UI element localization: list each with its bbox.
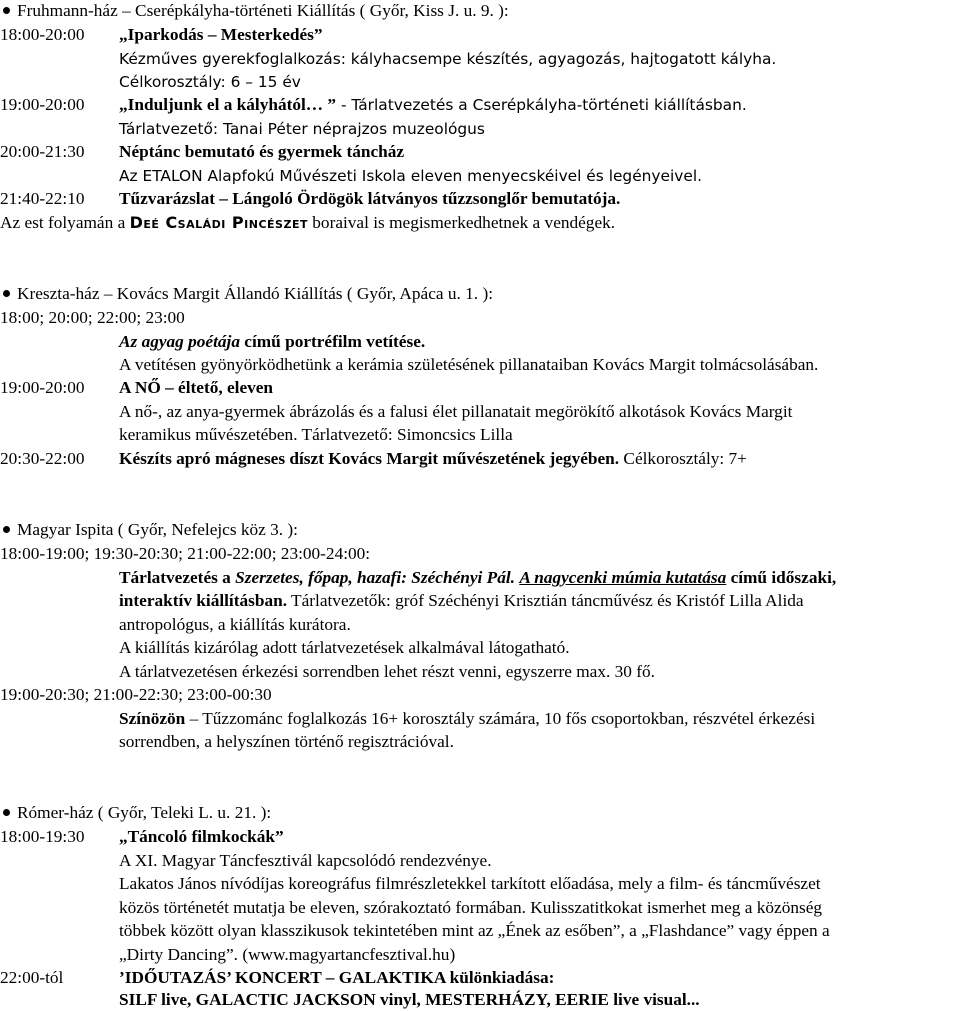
- event-title: [119, 567, 836, 589]
- winery-note: [0, 212, 615, 234]
- event-desc: többek között olyan klasszikusok tekintetében mint az „Ének az esőben”, a „Flashdance” vagy éppen a: [119, 921, 830, 940]
- bullet-icon: [3, 526, 10, 533]
- time-label: 20:00-21:30: [0, 142, 85, 161]
- exhibit-title: Szerzetes, főpap, hazafi: Széchényi Pál.: [235, 568, 515, 587]
- event-desc: [119, 708, 815, 730]
- note-text: boraival is megismerkedhetnek a vendégek.: [307, 213, 616, 232]
- exhibit-subtitle: A nagycenki múmia kutatása: [519, 568, 727, 587]
- event-title: „Iparkodás – Mesterkedés”: [119, 25, 323, 44]
- event-desc: sorrendben, a helyszínen történő regisztrációval.: [119, 732, 454, 751]
- event-title: SILF live, GALACTIC JACKSON vinyl, MESTERHÁZY, EERIE live visual...: [119, 990, 700, 1009]
- event-title-bold: „Induljunk el a kályhától… ”: [119, 95, 337, 114]
- event-desc-rest: – Tűzzománc foglalkozás 16+ korosztály számára, 10 fős csoportokban, részvétel érkezési: [185, 709, 816, 728]
- event-title-bold: interaktív kiállításban.: [119, 591, 288, 610]
- event-desc: Az ETALON Alapfokú Művészeti Iskola eleven menyecskéivel és legényeivel.: [119, 167, 703, 185]
- event-desc: Tárlatvezető: Tanai Péter néprajzos muzeológus: [119, 120, 485, 138]
- bullet-icon: [3, 809, 10, 816]
- event-desc: A vetítésen gyönyörködhetünk a kerámia születésének pillanataiban Kovács Margit tolmácsolásában.: [119, 355, 819, 374]
- time-label: 20:30-22:00: [0, 449, 85, 468]
- time-label: 21:40-22:10: [0, 189, 85, 208]
- event-desc: A XI. Magyar Táncfesztivál kapcsolódó rendezvénye.: [119, 851, 492, 870]
- section-header-ispita: [3, 519, 298, 541]
- event-desc: Lakatos János nívódíjas koreográfus filmrészletekkel tarkított előadása, mely a film- és táncművészet: [119, 874, 821, 893]
- header-text: Magyar Ispita ( Győr, Nefelejcs köz 3. ):: [17, 520, 298, 539]
- header-text: Rómer-ház ( Győr, Teleki L. u. 21. ):: [17, 803, 272, 822]
- time-label: 18:00-19:00; 19:30-20:30; 21:00-22:00; 23:00-24:00:: [0, 544, 371, 563]
- event-desc: antropológus, a kiállítás kurátora.: [119, 615, 351, 634]
- time-label: 18:00-20:00: [0, 25, 85, 44]
- section-header-fruhmann: [3, 0, 509, 22]
- event-desc: A tárlatvezetésen érkezési sorrendben lehet részt venni, egyszerre max. 30 fő.: [119, 662, 655, 681]
- event-desc: keramikus művészetében. Tárlatvezető: Simoncsics Lilla: [119, 425, 513, 444]
- event-desc: Kézműves gyerekfoglalkozás: kályhacsempe készítés, agyagozás, hajtogatott kályha.: [119, 50, 777, 68]
- t-part: Tárlatvezetés a: [119, 568, 236, 587]
- section-header-kreszta: [3, 283, 493, 305]
- winery-brand: Deé Családi Pincészet: [129, 213, 308, 232]
- event-desc: közös történetét mutatja be eleven, szórakoztató formában. Kulisszatitkokat ismerhet meg a közönség: [119, 898, 823, 917]
- event-title: [119, 331, 425, 353]
- event-title-bold: Készíts apró mágneses díszt Kovács Margit művészetének jegyében.: [119, 449, 620, 468]
- event-desc: Célkorosztály: 6 – 15 év: [119, 73, 301, 91]
- time-label: 19:00-20:00: [0, 378, 85, 397]
- event-title: [119, 448, 747, 470]
- event-title-rest: Célkorosztály: 7+: [619, 449, 747, 468]
- time-label: 18:00; 20:00; 22:00; 23:00: [0, 308, 185, 327]
- event-title: Néptánc bemutató és gyermek táncház: [119, 142, 405, 161]
- bullet-icon: [3, 7, 10, 14]
- event-desc: [119, 590, 804, 612]
- time-label: 19:00-20:30; 21:00-22:30; 23:00-00:30: [0, 685, 272, 704]
- event-title: „Táncoló filmkockák”: [119, 827, 284, 846]
- event-title: Tűzvarázslat – Lángoló Ördögök látványos tűzzsonglőr bemutatója.: [119, 189, 621, 208]
- time-label: 18:00-19:30: [0, 827, 85, 846]
- header-text: Fruhmann-ház – Cserépkályha-történeti Kiállítás ( Győr, Kiss J. u. 9. ):: [17, 1, 509, 20]
- bullet-icon: [3, 290, 10, 297]
- event-title: A NŐ – éltető, eleven: [119, 378, 274, 397]
- event-title-rest: című portréfilm vetítése.: [239, 332, 426, 351]
- event-desc-rest: Tárlatvezetők: gróf Széchényi Krisztián táncművész és Kristóf Lilla Alida: [287, 591, 804, 610]
- time-label: 22:00-tól: [0, 968, 64, 987]
- event-title-bold: Színözön: [119, 709, 186, 728]
- event-desc: A nő-, az anya-gyermek ábrázolás és a falusi élet pillanatait megörökítő alkotások Kovács Margit: [119, 402, 793, 421]
- note-text: Az est folyamán a: [0, 213, 130, 232]
- section-header-romer: [3, 802, 271, 824]
- event-title: ’IDŐUTAZÁS’ KONCERT – GALAKTIKA különkiadása:: [119, 968, 555, 987]
- film-title: Az agyag poétája: [119, 332, 240, 351]
- time-label: 19:00-20:00: [0, 95, 85, 114]
- event-desc: „Dirty Dancing”. (www.magyartancfesztival.hu): [119, 945, 456, 964]
- t-part: című időszaki,: [726, 568, 837, 587]
- event-title-rest: - Tárlatvezetés a Cserépkályha-történeti kiállításban.: [336, 96, 747, 114]
- event-desc: A kiállítás kizárólag adott tárlatvezetések alkalmával látogatható.: [119, 638, 570, 657]
- event-title: [119, 94, 747, 116]
- header-text: Kreszta-ház – Kovács Margit Állandó Kiállítás ( Győr, Apáca u. 1. ):: [17, 284, 494, 303]
